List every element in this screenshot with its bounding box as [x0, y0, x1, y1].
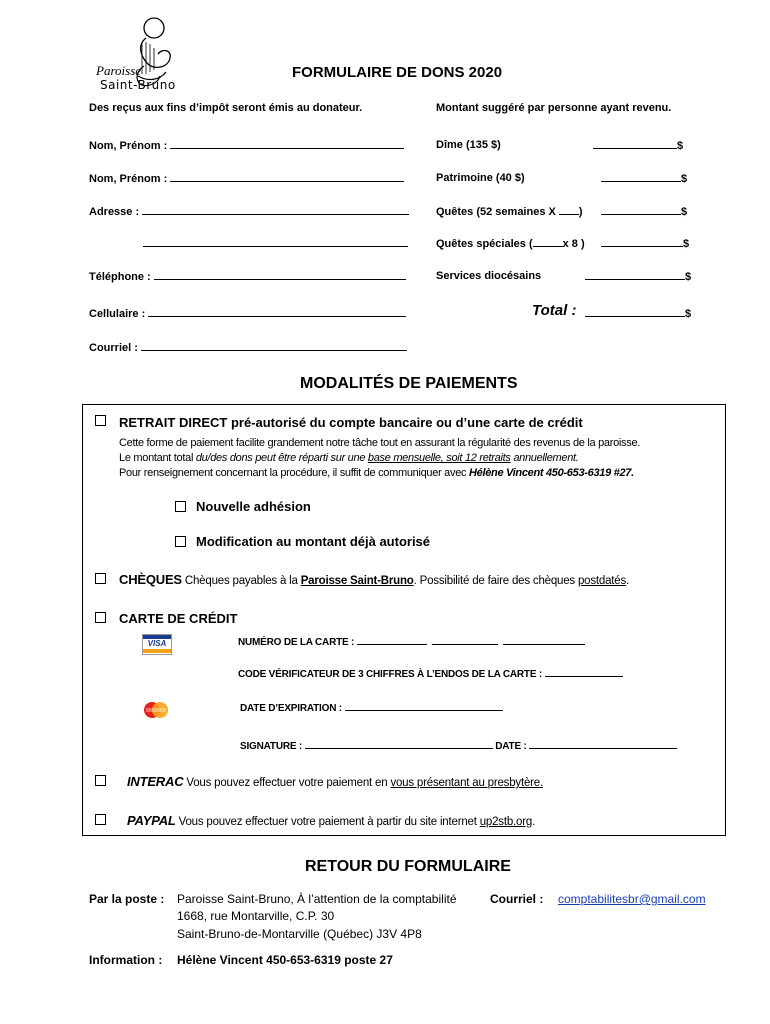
- carte-title: CARTE DE CRÉDIT: [119, 611, 238, 626]
- email-line[interactable]: [141, 341, 407, 351]
- nouvelle-label: Nouvelle adhésion: [196, 499, 311, 514]
- expiration-row[interactable]: [240, 701, 503, 714]
- name-line-1[interactable]: [170, 139, 404, 149]
- address-line-c: Saint-Bruno-de-Montarville (Québec) J3V 4P8: [177, 927, 422, 941]
- total-label: Total :: [532, 302, 577, 319]
- signature-label: SIGNATURE :: [240, 741, 303, 752]
- quetes-multiplier[interactable]: [559, 205, 579, 215]
- retrait-text-3: Pour renseignement concernant la procédure, il suffit de communiquer avec Hélène Vincent 450-653-6319 #27.: [119, 467, 634, 479]
- phone-label: Téléphone :: [89, 271, 151, 283]
- modification-label: Modification au montant déjà autorisé: [196, 534, 431, 549]
- mail-label: Par la poste :: [89, 892, 165, 906]
- patrimoine-label: Patrimoine (40 $): [436, 172, 525, 184]
- address-line-a: Paroisse Saint-Bruno, À l’attention de la comptabilité: [177, 892, 457, 906]
- quetes-label: Quêtes (52 semaines X: [436, 206, 556, 218]
- name-label-1: Nom, Prénom :: [89, 140, 168, 152]
- cell-label: Cellulaire :: [89, 308, 146, 320]
- card-number-label: NUMÉRO DE LA CARTE :: [238, 637, 355, 648]
- retrait-title: RETRAIT DIRECT pré-autorisé du compte bancaire ou d’une carte de crédit: [119, 415, 583, 430]
- retrait-text-1: Cette forme de paiement facilite grandement notre tâche tout en assurant la régularité des revenus de la paroisse.: [119, 437, 641, 449]
- quetes-row: Quêtes (52 semaines X ): [436, 206, 583, 218]
- address-line-b: 1668, rue Montarville, C.P. 30: [177, 909, 335, 923]
- patrimoine-amount[interactable]: $: [601, 172, 687, 185]
- cell-field[interactable]: [89, 307, 406, 320]
- address-line-2[interactable]: [143, 237, 408, 247]
- retrait-text-2: Le montant total du/des dons peut être réparti sur une base mensuelle, soit 12 retraits annuellement.: [119, 452, 579, 464]
- cheques-row: CHÈQUES Chèques payables à la Paroisse Saint-Bruno. Possibilité de faire des chèques postdatés.: [119, 572, 630, 587]
- email-label: Courriel :: [89, 342, 138, 354]
- phone-field[interactable]: [89, 270, 406, 283]
- email-field[interactable]: [89, 341, 407, 354]
- dime-label: Dîme (135 $): [436, 139, 501, 151]
- name-line-2[interactable]: [170, 172, 404, 182]
- payments-heading: MODALITÉS DE PAIEMENTS: [300, 375, 518, 392]
- return-heading: RETOUR DU FORMULAIRE: [305, 858, 511, 875]
- quetes-speciales-amount[interactable]: $: [601, 237, 689, 250]
- parish-logo: [88, 14, 184, 106]
- quetes-speciales-row: Quêtes spéciales ( x 8 ): [436, 238, 585, 250]
- carte-checkbox[interactable]: [95, 612, 106, 623]
- interac-row: INTERAC Vous pouvez effectuer votre paiement en vous présentant au presbytère.: [127, 774, 543, 789]
- nouvelle-checkbox[interactable]: [175, 501, 186, 512]
- email-link[interactable]: comptabilitesbr@gmail.com: [558, 892, 706, 906]
- interac-checkbox[interactable]: [95, 775, 106, 786]
- services-label: Services diocésains: [436, 270, 542, 282]
- page-title: FORMULAIRE DE DONS 2020: [292, 64, 503, 81]
- quetes-speciales-input[interactable]: [533, 237, 563, 247]
- logo-line-1: Paroisse: [96, 63, 142, 78]
- logo-line-2: Saint-Bruno: [100, 78, 176, 92]
- harp-icon: [88, 14, 184, 106]
- modification-checkbox[interactable]: [175, 536, 186, 547]
- address-line-1[interactable]: [142, 205, 409, 215]
- visa-logo: VISA: [142, 634, 172, 655]
- cvv-label: CODE VÉRIFICATEUR DE 3 CHIFFRES À L’ENDOS DE LA CARTE :: [238, 669, 543, 680]
- address-label: Adresse :: [89, 206, 140, 218]
- cvv-row[interactable]: [238, 667, 623, 680]
- signature-row[interactable]: [240, 739, 677, 752]
- phone-line[interactable]: [154, 270, 406, 280]
- address-field-2[interactable]: [143, 237, 408, 250]
- retrait-checkbox[interactable]: [95, 415, 106, 426]
- name-field-2[interactable]: [89, 172, 404, 185]
- cheques-checkbox[interactable]: [95, 573, 106, 584]
- receipt-note: Des reçus aux fins d’impôt seront émis au donateur.: [89, 102, 363, 114]
- email-return-label: Courriel :: [490, 892, 544, 906]
- mastercard-logo: [142, 700, 170, 720]
- info-label: Information :: [89, 953, 163, 967]
- total-amount[interactable]: $: [585, 307, 691, 320]
- date-label: DATE :: [495, 741, 527, 752]
- cell-line[interactable]: [148, 307, 406, 317]
- name-field-1[interactable]: [89, 139, 404, 152]
- suggested-amount-note: Montant suggéré par personne ayant revenu.: [436, 102, 672, 114]
- paypal-checkbox[interactable]: [95, 814, 106, 825]
- services-amount[interactable]: $: [585, 270, 691, 283]
- quetes-amount[interactable]: $: [601, 205, 687, 218]
- info-contact: Hélène Vincent 450-653-6319 poste 27: [177, 953, 393, 967]
- quetes-speciales-label: Quêtes spéciales (: [436, 238, 533, 250]
- paypal-link[interactable]: up2stb.org: [479, 816, 533, 828]
- name-label-2: Nom, Prénom :: [89, 173, 168, 185]
- paypal-row: PAYPAL Vous pouvez effectuer votre paiement à partir du site internet up2stb.org.: [127, 813, 536, 828]
- expiration-label: DATE D’EXPIRATION :: [240, 703, 342, 714]
- dime-amount[interactable]: $: [593, 139, 683, 152]
- card-number-row[interactable]: [238, 635, 585, 648]
- address-field[interactable]: [89, 205, 409, 218]
